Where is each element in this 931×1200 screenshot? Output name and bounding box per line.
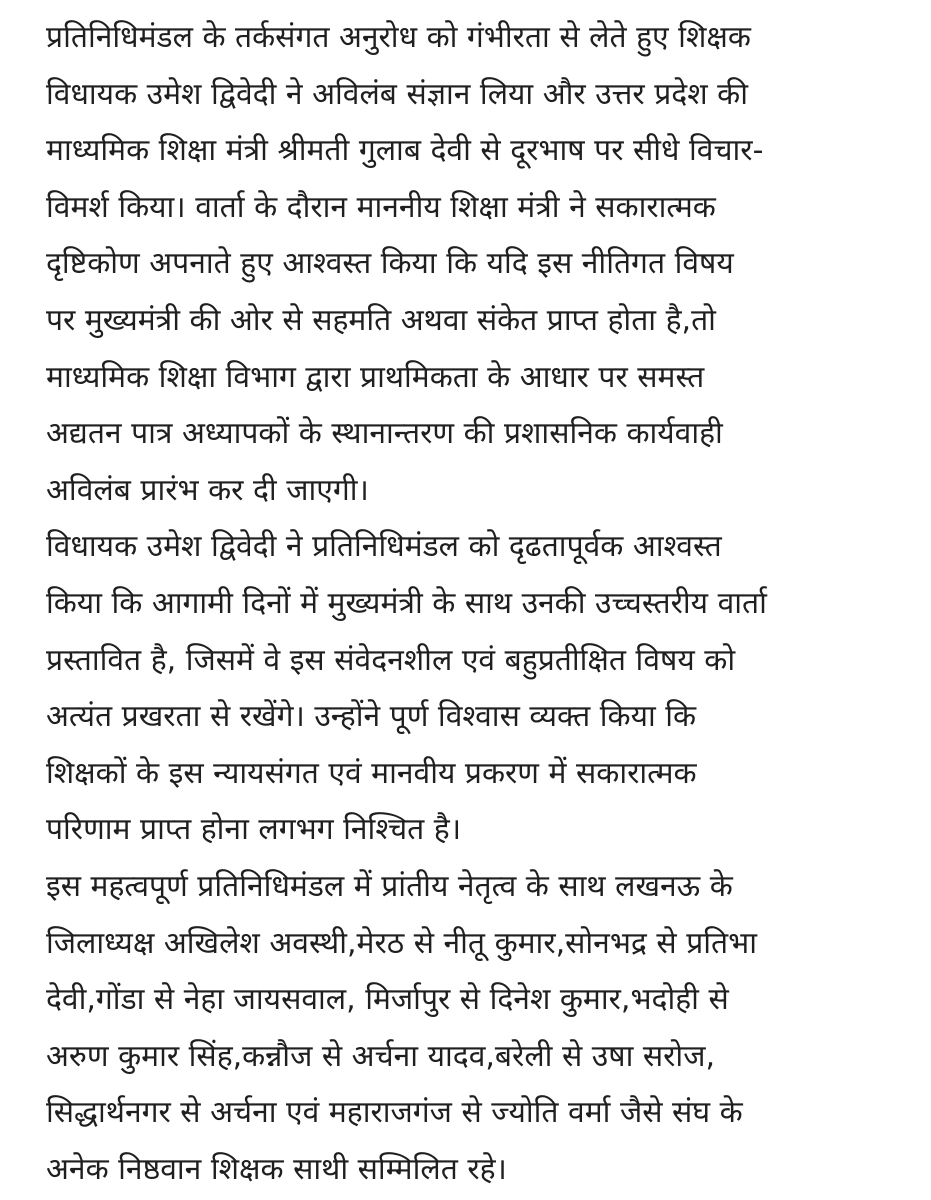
text-line: प्रस्तावित है, जिसमें वे इस संवेदनशील एवं बहुप्रतीक्षित विषय को [46,642,736,678]
article-body [46,10,896,1198]
text-line: पर मुख्यमंत्री की ओर से सहमति अथवा संकेत प्राप्त होता है,तो [46,302,716,338]
text-line: अद्यतन पात्र अध्यापकों के स्थानान्तरण की प्रशासनिक कार्यवाही [46,416,723,452]
text-line: अरुण कुमार सिंह,कन्नौज से अर्चना यादव,बरेली से उषा सरोज, [46,1038,715,1074]
text-line: परिणाम प्राप्त होना लगभग निश्चित है। [46,812,462,848]
text-line: शिक्षकों के इस न्यायसंगत एवं मानवीय प्रकरण में सकारात्मक [46,755,697,791]
text-line: देवी,गोंडा से नेहा जायसवाल, मिर्जापुर से दिनेश कुमार,भदोही से [46,982,729,1018]
text-line: किया कि आगामी दिनों में मुख्यमंत्री के साथ उनकी उच्चस्तरीय वार्ता [46,585,767,621]
text-line: माध्यमिक शिक्षा विभाग द्वारा प्राथमिकता के आधार पर समस्त [46,359,705,395]
text-line: दृष्टिकोण अपनाते हुए आश्वस्त किया कि यदि इस नीतिगत विषय [46,246,734,282]
text-line: इस महत्वपूर्ण प्रतिनिधिमंडल में प्रांतीय नेतृत्व के साथ लखनऊ के [46,868,733,904]
text-line: जिलाध्यक्ष अखिलेश अवस्थी,मेरठ से नीतू कुमार,सोनभद्र से प्रतिभा [46,925,757,961]
text-line: अनेक निष्ठवान शिक्षक साथी सम्मिलित रहे। [46,1151,507,1187]
text-line: विधायक उमेश द्विवेदी ने प्रतिनिधिमंडल को दृढतापूर्वक आश्वस्त [46,529,722,565]
text-line: अत्यंत प्रखरता से रखेंगे। उन्होंने पूर्ण विश्वास व्यक्त किया कि [46,699,697,735]
text-line: माध्यमिक शिक्षा मंत्री श्रीमती गुलाब देवी से दूरभाष पर सीधे विचार- [46,133,764,169]
text-line: विधायक उमेश द्विवेदी ने अविलंब संज्ञान लिया और उत्तर प्रदेश की [46,76,748,112]
text-line: विमर्श किया। वार्ता के दौरान माननीय शिक्षा मंत्री ने सकारात्मक [46,189,716,225]
text-line: अविलंब प्रारंभ कर दी जाएगी। [46,472,369,508]
text-line: प्रतिनिधिमंडल के तर्कसंगत अनुरोध को गंभीरता से लेते हुए शिक्षक [46,20,751,55]
text-line: सिद्धार्थनगर से अर्चना एवं महाराजगंज से ज्योति वर्मा जैसे संघ के [46,1095,743,1131]
